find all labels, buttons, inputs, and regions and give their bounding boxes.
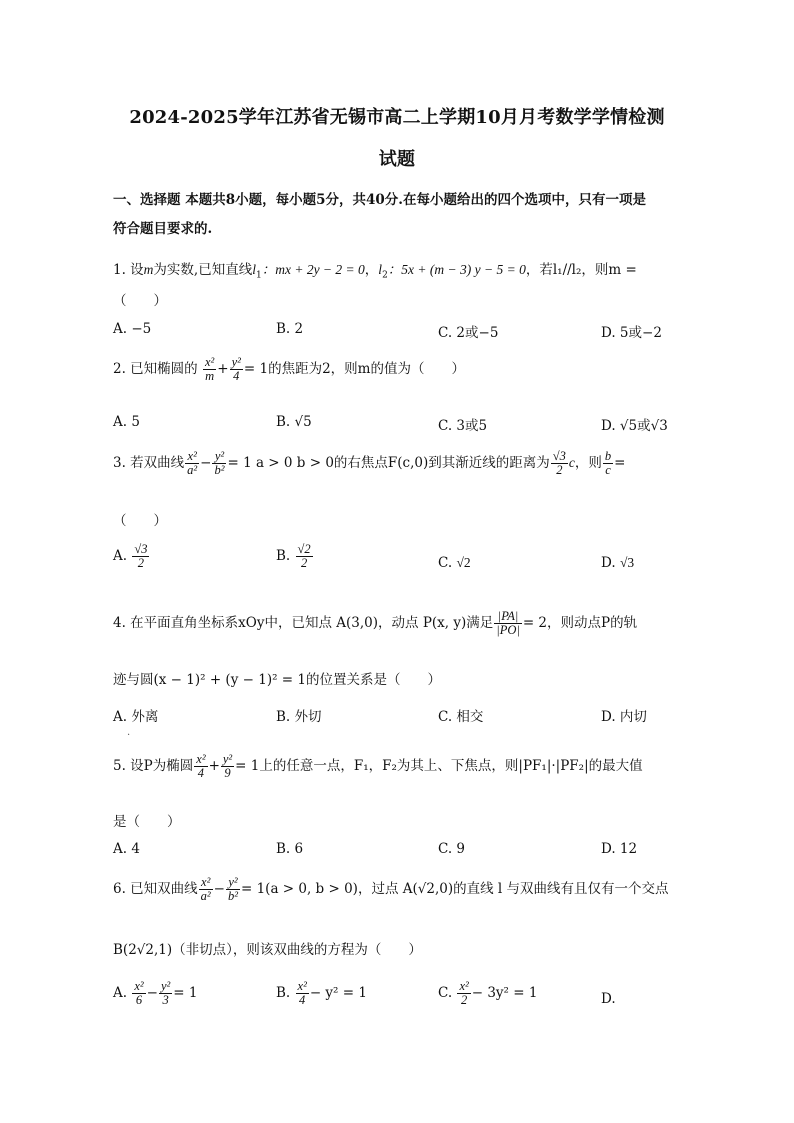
q3-frac-2	[212, 450, 226, 477]
q6-option-a-frac-1	[132, 980, 145, 1007]
q3-frac-1	[185, 450, 199, 477]
q2-option-a[interactable]: A. 5	[113, 414, 140, 430]
frac-den: 9	[224, 766, 231, 781]
q3-option-b-frac	[296, 543, 313, 570]
option-op: −	[146, 985, 158, 1002]
q1-l1: l	[252, 262, 256, 277]
q5-plus: +	[208, 758, 220, 775]
q2-option-b[interactable]: B. √5	[276, 414, 312, 430]
option-value: √2	[456, 555, 471, 570]
page-title-line1: 2024-2025学年江苏省无锡市高二上学期10月月考数学学情检测	[129, 107, 665, 128]
q6-option-d[interactable]	[601, 991, 616, 1007]
q6-option-a[interactable]	[113, 980, 197, 1007]
frac-num: y²	[231, 355, 241, 369]
frac-num: b	[604, 449, 612, 463]
option-label: B.	[276, 985, 291, 1002]
q6-option-b[interactable]	[276, 980, 367, 1007]
option-tail: − y² = 1	[309, 985, 367, 1002]
question-3-paren: （ ）	[113, 513, 167, 529]
q1-eq1: ：mx + 2y − 2 = 0	[261, 262, 365, 277]
frac-num: y²	[222, 752, 233, 766]
q1-option-b[interactable]: B. 2	[276, 321, 304, 337]
q4-frac	[494, 610, 522, 637]
frac-den: b²	[214, 463, 225, 478]
option-label: D.	[601, 991, 616, 1007]
frac-den: 4	[197, 766, 205, 781]
frac-num: x²	[185, 450, 199, 464]
q3-frac-4	[603, 450, 613, 477]
q2-frac-2	[230, 356, 243, 383]
q3-then: ，则	[574, 455, 602, 472]
q5-option-c[interactable]: C. 9	[438, 841, 466, 857]
q5-prefix: 5. 设P为椭圆	[113, 758, 194, 775]
q5-option-d[interactable]: D. 12	[601, 841, 638, 857]
q6-option-c-frac	[457, 980, 470, 1007]
q3-option-a[interactable]	[113, 543, 150, 570]
frac-den: c	[605, 463, 611, 478]
question-1-stem: 1. 设m为实数,已知直线$l_1$：mx + 2y − 2 = 0，$l_2$：5x + (m − 3) y − 5 = 0，若l₁//l₂，则m =	[113, 262, 637, 281]
question-3-stem	[113, 450, 625, 477]
frac-num: y²	[160, 979, 171, 993]
frac-num: x²	[196, 752, 206, 766]
frac-den: 4	[233, 369, 240, 384]
stray-mark: .	[127, 727, 131, 738]
q6-option-a-frac-2	[159, 980, 172, 1007]
q4-option-c[interactable]: C. 相交	[438, 709, 484, 725]
q3-prefix: 3. 若双曲线	[113, 455, 185, 472]
q6-option-c[interactable]	[438, 980, 537, 1007]
frac-num: y²	[226, 876, 240, 890]
question-5-line2: 是（ ）	[113, 814, 181, 830]
frac-num: |PA|	[494, 610, 522, 624]
frac-num: x²	[459, 979, 469, 993]
frac-num: √3	[134, 542, 148, 556]
q1-sep: ，	[364, 262, 379, 278]
q5-frac-2	[221, 753, 234, 780]
q5-suffix: = 1上的任意一点，F₁，F₂为其上、下焦点，则|PF₁|·|PF₂|的最大值	[235, 758, 643, 775]
q6-minus: −	[213, 881, 225, 898]
option-label: A.	[113, 985, 128, 1002]
q1-text: 为实数,已知直线	[153, 262, 253, 278]
frac-num: y²	[212, 450, 226, 464]
frac-den: 4	[299, 993, 306, 1008]
q6-frac-1	[199, 876, 213, 903]
option-tail: = 1	[173, 985, 198, 1002]
q1-option-c[interactable]: C. 2或−5	[438, 325, 499, 341]
q1-cond: ，若l₁//l₂，则m =	[525, 262, 637, 278]
q3-frac-3	[551, 450, 568, 477]
question-4-stem	[113, 610, 637, 637]
page-title-line2: 试题	[378, 149, 416, 170]
frac-den: 2	[460, 993, 468, 1008]
frac-num: x²	[199, 876, 213, 890]
q2-option-c[interactable]: C. 3或5	[438, 418, 488, 434]
q3-option-b[interactable]	[276, 543, 314, 570]
q6-frac-2	[226, 876, 240, 903]
option-tail: − 3y² = 1	[471, 985, 538, 1002]
q1-var-m: m	[143, 262, 154, 277]
option-value: √3	[619, 555, 635, 570]
q5-frac-1	[194, 753, 207, 780]
question-4-line2: 迹与圆(x − 1)² + (y − 1)² = 1的位置关系是（ ）	[113, 672, 441, 688]
q2-frac-1	[203, 356, 216, 383]
frac-num: x²	[134, 979, 144, 993]
option-label: C.	[438, 985, 453, 1002]
frac-num: x²	[204, 355, 215, 369]
q3-eq: =	[614, 455, 626, 472]
q3-mid: = 1 a > 0 b > 0的右焦点F(c,0)到其渐近线的距离为	[227, 455, 550, 472]
option-label: A.	[113, 548, 128, 565]
frac-num: √2	[297, 542, 311, 556]
frac-den: 2	[137, 556, 145, 571]
q1-prefix: 1. 设	[113, 262, 144, 278]
frac-den: 2	[300, 556, 308, 571]
q4-option-d[interactable]: D. 内切	[601, 709, 647, 725]
q6-suffix: = 1(a > 0, b > 0)，过点 A(√2,0)的直线 l 与双曲线有且仅有一个交点	[240, 881, 669, 898]
option-label: C.	[438, 555, 453, 571]
q3-option-a-frac	[132, 543, 149, 570]
q1-l2: l	[378, 262, 383, 277]
q4-option-b[interactable]: B. 外切	[276, 709, 322, 725]
q1-option-d[interactable]: D. 5或−2	[601, 325, 662, 341]
frac-den: b²	[227, 889, 238, 904]
q3-option-d[interactable]	[601, 555, 634, 571]
frac-num: √3	[552, 449, 566, 463]
frac-den: m	[205, 369, 215, 384]
question-2-stem	[113, 356, 465, 383]
q1-option-a[interactable]: A. −5	[113, 321, 152, 337]
q2-plus: +	[217, 361, 229, 378]
question-6-line2: B(2√2,1)（非切点），则该双曲线的方程为（ ）	[113, 942, 422, 958]
frac-num: x²	[297, 979, 307, 993]
question-1-paren: （ ）	[113, 293, 167, 309]
question-6-stem	[113, 876, 669, 903]
q3-option-c[interactable]	[438, 555, 471, 571]
frac-den: a²	[187, 463, 198, 478]
q3-minus: −	[200, 455, 212, 472]
q4-option-a[interactable]: A. 外离	[113, 709, 159, 725]
q3-c: c	[568, 455, 575, 471]
option-label: B.	[276, 548, 291, 565]
q2-prefix: 2. 已知椭圆的	[113, 361, 198, 378]
q5-option-b[interactable]: B. 6	[276, 841, 304, 857]
frac-den: |PO|	[496, 623, 520, 638]
frac-den: 6	[135, 993, 143, 1008]
q2-option-d[interactable]: D. √5或√3	[601, 418, 668, 434]
q2-suffix: = 1的焦距为2，则m的值为（ ）	[243, 361, 465, 378]
q6-prefix: 6. 已知双曲线	[113, 881, 198, 898]
q6-option-b-frac	[296, 980, 309, 1007]
q5-option-a[interactable]: A. 4	[113, 841, 140, 857]
frac-den: 3	[162, 993, 169, 1008]
section-heading-line1: 一、选择题 本题共8小题，每小题5分，共40分.在每小题给出的四个选项中，只有一项是	[113, 192, 646, 208]
option-label: D.	[601, 555, 616, 571]
q1-eq2: ：5x + (m − 3) y − 5 = 0	[387, 262, 526, 277]
q4-prefix: 4. 在平面直角坐标系xOy中，已知点 A(3,0)，动点 P(x, y)满足	[113, 615, 494, 632]
frac-den: 2	[556, 463, 563, 478]
q4-suffix: = 2，则动点P的轨	[522, 615, 638, 632]
section-heading-line2: 符合题目要求的.	[113, 221, 213, 237]
frac-den: a²	[200, 889, 211, 904]
question-5-stem	[113, 753, 643, 780]
